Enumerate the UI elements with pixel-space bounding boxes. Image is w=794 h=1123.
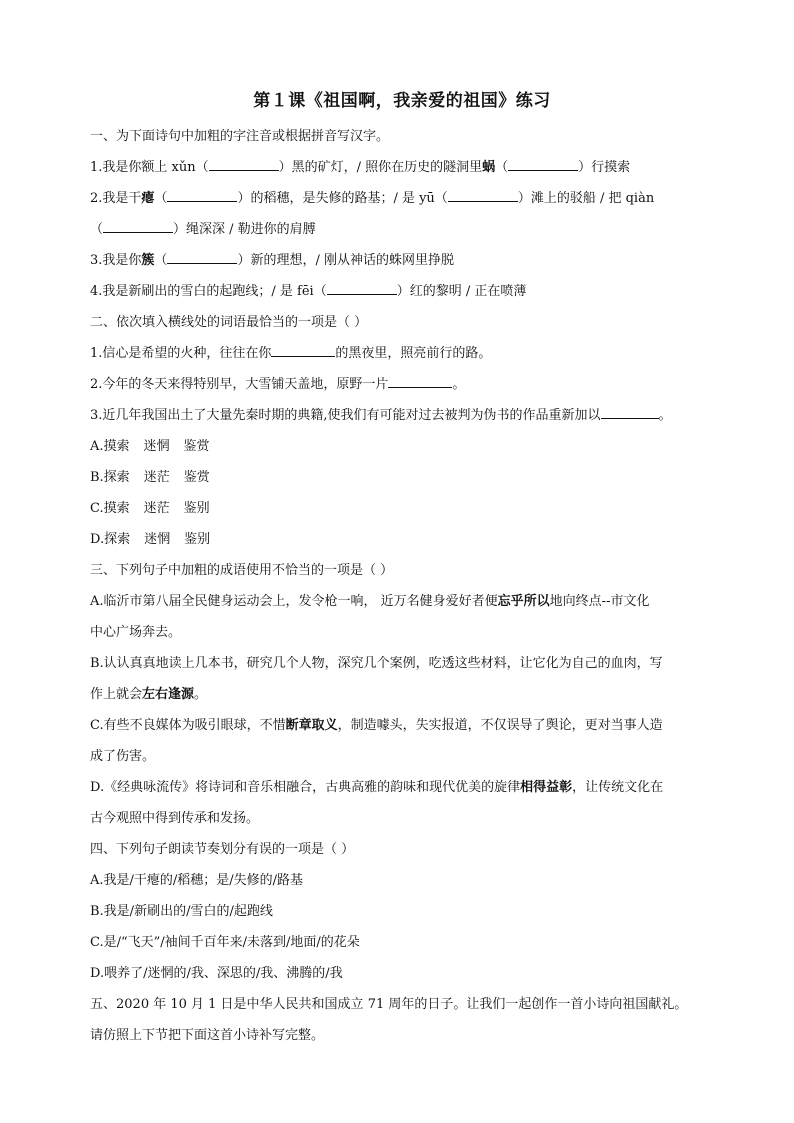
- s1-question-1: 1.我是你额上 xǔn（ ）黑的矿灯，/ 照你在历史的隧洞里蜗（ ）行摸索: [90, 152, 714, 183]
- answer-blank[interactable]: [209, 156, 279, 171]
- s2-option-c[interactable]: C.摸索 迷茫 鉴别: [90, 501, 210, 516]
- s2-question-3: 3.近几年我国出土了大量先秦时期的典籍,使我们有可能对过去被判为伪书的作品重新加以 。: [90, 400, 714, 431]
- section-2-heading: 二、依次填入横线处的词语最恰当的一项是（ ）: [90, 315, 368, 330]
- s3-option-a[interactable]: A.临沂市第八届全民健身运动会上，发令枪一响， 近万名健身爱好者便忘乎所以地向终点--市文化: [90, 594, 650, 609]
- s2-option-d[interactable]: D.探索 迷惘 鉴别: [90, 532, 211, 547]
- bold-idiom: 断章取义: [285, 718, 338, 733]
- s4-option-b[interactable]: B.我是/新刷出的/雪白的/起跑线: [90, 904, 273, 919]
- answer-blank[interactable]: [167, 249, 237, 264]
- bold-idiom: 左右逢源: [142, 687, 195, 702]
- s3-option-c[interactable]: C.有些不良媒体为吸引眼球，不惜断章取义，制造噱头，失实报道，不仅误导了舆论，更对当事人造: [90, 718, 663, 733]
- s2-question-2: 2.今年的冬天来得特别早，大雪铺天盖地，原野一片 。: [90, 369, 714, 400]
- s1-question-4: 4.我是新刷出的雪白的起跑线；/ 是 fēi（ ）红的黎明 / 正在喷薄: [90, 276, 714, 307]
- answer-blank[interactable]: [601, 404, 659, 419]
- answer-blank[interactable]: [448, 187, 518, 202]
- s1-question-2-cont: （ ）绳深深 / 勒进你的肩膊: [90, 214, 714, 245]
- s3-option-d-cont: 古今观照中得到传承和发扬。: [90, 811, 260, 826]
- s4-option-c[interactable]: C.是/“飞天”/袖间千百年来/未落到/地面/的花朵: [90, 935, 360, 950]
- answer-blank[interactable]: [103, 218, 173, 233]
- bold-idiom: 相得益彰: [520, 780, 573, 795]
- s1-question-2: 2.我是干瘪（ ）的稻穗，是失修的路基；/ 是 yū（ ）滩上的驳船 / 把 qiàn: [90, 183, 714, 214]
- section-1-heading: 一、为下面诗句中加粗的字注音或根据拼音写汉字。: [90, 129, 390, 144]
- s4-option-a[interactable]: A.我是/干瘪的/稻穗；是/失修的/路基: [90, 873, 304, 888]
- s1-question-3: 3.我是你簇（ ）新的理想，/ 刚从神话的蛛网里挣脱: [90, 245, 714, 276]
- answer-blank[interactable]: [327, 280, 397, 295]
- s3-option-a-cont: 中心广场奔去。: [90, 625, 182, 640]
- answer-blank[interactable]: [388, 373, 452, 388]
- answer-blank[interactable]: [271, 342, 335, 357]
- s3-option-b-cont: 作上就会左右逢源。: [90, 687, 208, 702]
- bold-char: 蜗: [482, 160, 496, 175]
- answer-blank[interactable]: [508, 156, 578, 171]
- section-5-heading: 五、2020 年 10 月 1 日是中华人民共和国成立 71 周年的日子。让我们一起创作一首小诗向祖国献礼。: [90, 997, 688, 1012]
- s3-option-d[interactable]: D.《经典咏流传》将诗词和音乐相融合，古典高雅的韵味和现代优美的旋律相得益彰，让传统文化在: [90, 780, 664, 795]
- section-5-instruction: 请仿照上下节把下面这首小诗补写完整。: [90, 1028, 325, 1043]
- s2-option-b[interactable]: B.探索 迷茫 鉴赏: [90, 470, 210, 485]
- section-4-heading: 四、下列句子朗读节奏划分有误的一项是（ ）: [90, 842, 355, 857]
- answer-blank[interactable]: [167, 187, 237, 202]
- page-title: 第１课《祖国啊，我亲爱的祖国》练习: [253, 91, 551, 111]
- s3-option-c-cont: 成了伤害。: [90, 749, 156, 764]
- bold-char: 簇: [141, 253, 155, 268]
- s2-option-a[interactable]: A.摸索 迷惘 鉴赏: [90, 439, 210, 454]
- bold-idiom: 忘乎所以: [497, 594, 550, 609]
- bold-char: 瘪: [141, 191, 155, 206]
- s2-question-1: 1.信心是希望的火种，往往在你 的黑夜里，照亮前行的路。: [90, 338, 714, 369]
- s4-option-d[interactable]: D.喂养了/迷惘的/我、深思的/我、沸腾的/我: [90, 966, 343, 981]
- section-3-heading: 三、下列句子中加粗的成语使用不恰当的一项是（ ）: [90, 563, 394, 578]
- s3-option-b[interactable]: B.认认真真地读上几本书，研究几个人物，深究几个案例，吃透这些材料，让它化为自己的血肉，写: [90, 656, 663, 671]
